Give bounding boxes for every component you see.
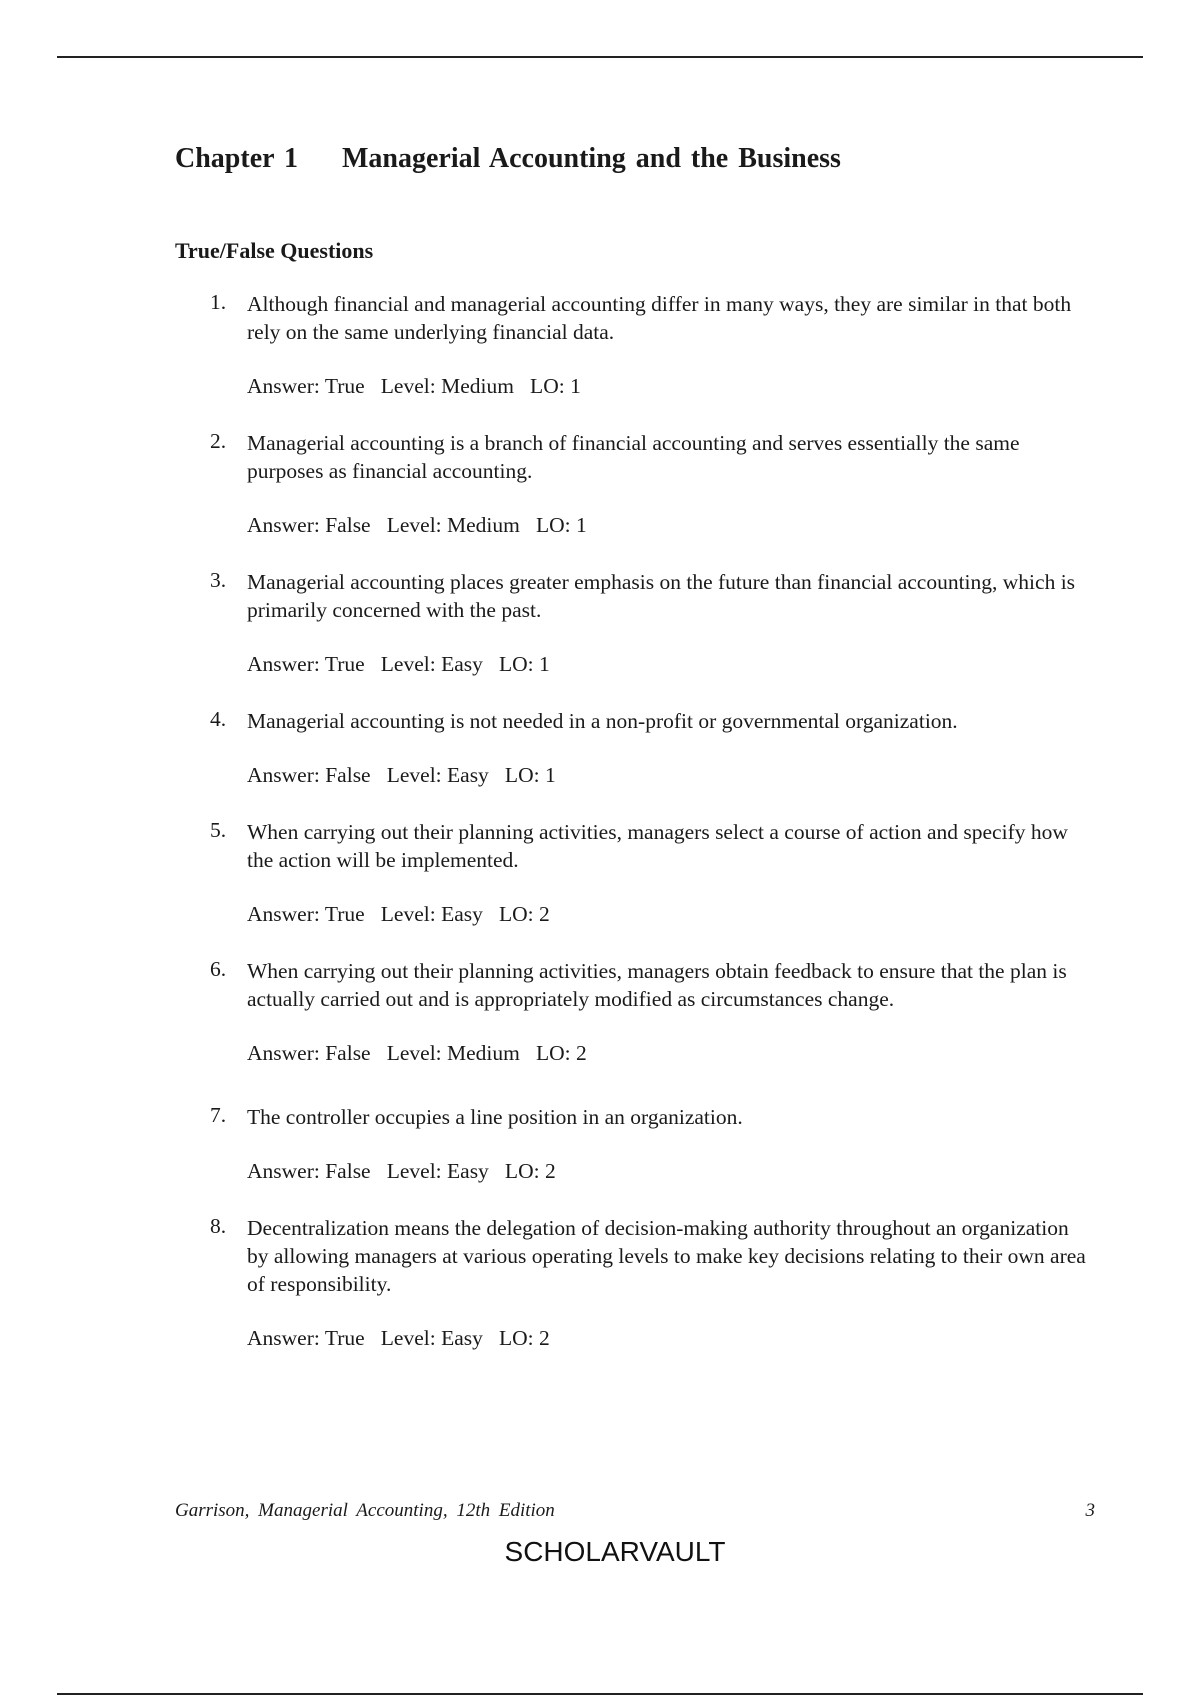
section-title: True/False Questions xyxy=(175,238,374,263)
answer-info: Answer: False Level: Medium LO: 2 xyxy=(247,1041,587,1065)
question-text: Managerial accounting is not needed in a non-profit or governmental organization. xyxy=(247,709,958,733)
page-footer xyxy=(175,1500,1095,1522)
question-text: Decentralization means the delegation of decision-making authority throughout an organization by allowing managers at various operating levels to make key decisions relating to their own area of responsibility. xyxy=(247,1216,1086,1296)
question-number: 5. xyxy=(210,818,227,842)
question-number: 3. xyxy=(210,568,227,592)
question-text: Managerial accounting is a branch of financial accounting and serves essentially the same purposes as financial accounting. xyxy=(247,431,1020,483)
question-number: 4. xyxy=(210,707,227,731)
page-number: 3 xyxy=(1085,1500,1095,1521)
footer-source: Garrison, Managerial Accounting, 12th Edition xyxy=(175,1500,555,1521)
chapter-number: Chapter 1 xyxy=(175,143,299,174)
question-number: 1. xyxy=(210,290,227,314)
chapter-name: Managerial Accounting and the Business xyxy=(342,143,841,174)
question-item xyxy=(210,1103,1090,1185)
question-text: The controller occupies a line position in an organization. xyxy=(247,1105,743,1129)
question-item xyxy=(210,818,1090,928)
answer-info: Answer: False Level: Medium LO: 1 xyxy=(247,513,587,537)
question-text: Managerial accounting places greater emphasis on the future than financial accounting, which is primarily concerned with the past. xyxy=(247,570,1076,622)
question-text: When carrying out their planning activities, managers select a course of action and specify how the action will be implemented. xyxy=(247,820,1068,872)
answer-info: Answer: False Level: Easy LO: 2 xyxy=(247,1159,556,1183)
question-number: 8. xyxy=(210,1214,227,1238)
question-item xyxy=(210,707,1090,789)
question-item xyxy=(210,957,1090,1067)
question-item xyxy=(210,568,1090,678)
chapter-title xyxy=(175,143,841,175)
question-number: 2. xyxy=(210,429,227,453)
question-text: Although financial and managerial accounting differ in many ways, they are similar in that both rely on the same underlying financial data. xyxy=(247,292,1072,344)
question-text: When carrying out their planning activities, managers obtain feedback to ensure that the plan is actually carried out and is appropriately modified as circumstances change. xyxy=(247,959,1067,1011)
bottom-rule xyxy=(57,1693,1143,1695)
top-rule xyxy=(57,56,1143,58)
question-item xyxy=(210,1214,1090,1352)
answer-info: Answer: True Level: Easy LO: 2 xyxy=(247,1326,550,1350)
answer-info: Answer: True Level: Easy LO: 2 xyxy=(247,902,550,926)
watermark: SCHOLARVAULT xyxy=(504,1536,726,1567)
question-item xyxy=(210,429,1090,539)
answer-info: Answer: True Level: Medium LO: 1 xyxy=(247,374,581,398)
question-number: 6. xyxy=(210,957,227,981)
answer-info: Answer: True Level: Easy LO: 1 xyxy=(247,652,550,676)
question-number: 7. xyxy=(210,1103,227,1127)
question-item xyxy=(210,290,1090,400)
answer-info: Answer: False Level: Easy LO: 1 xyxy=(247,763,556,787)
